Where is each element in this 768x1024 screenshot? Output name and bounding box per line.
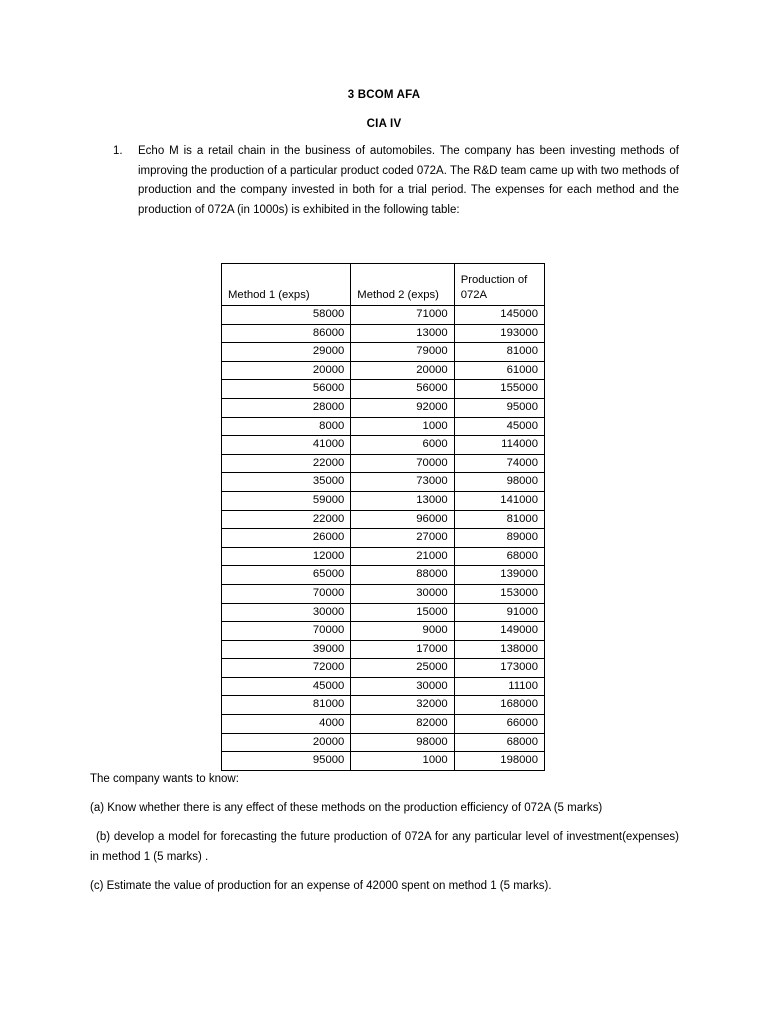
table-row [222,715,545,734]
cell-method-1: 86000 [222,324,351,343]
cell-method-1: 81000 [222,696,351,715]
cell-production: 193000 [454,324,544,343]
question-number: 1. [113,145,123,157]
cell-production: 98000 [454,473,544,492]
cell-method-2: 96000 [351,510,454,529]
cell-production: 11100 [454,677,544,696]
table-header-row [222,264,545,306]
table-row [222,659,545,678]
table-row [222,417,545,436]
table-row [222,529,545,548]
cell-method-2: 88000 [351,566,454,585]
cell-method-1: 58000 [222,306,351,325]
column-header-method-1: Method 1 (exps) [222,264,351,306]
cell-method-1: 22000 [222,510,351,529]
cell-method-2: 98000 [351,733,454,752]
cell-method-1: 39000 [222,640,351,659]
cell-method-2: 92000 [351,398,454,417]
cell-method-2: 30000 [351,584,454,603]
cell-method-2: 17000 [351,640,454,659]
cell-production: 155000 [454,380,544,399]
cell-method-2: 21000 [351,547,454,566]
cell-production: 81000 [454,510,544,529]
cell-method-2: 27000 [351,529,454,548]
cell-method-1: 70000 [222,622,351,641]
data-table [221,263,545,771]
table-row [222,436,545,455]
cell-method-1: 41000 [222,436,351,455]
cell-production: 149000 [454,622,544,641]
table-row [222,361,545,380]
cell-method-1: 4000 [222,715,351,734]
cell-method-1: 65000 [222,566,351,585]
cell-method-1: 29000 [222,343,351,362]
question-c-text: (c) Estimate the value of production for an expense of 42000 spent on method 1 (5 marks). [90,879,552,892]
cell-production: 139000 [454,566,544,585]
cell-production: 153000 [454,584,544,603]
document-subtitle: CIA IV [366,118,402,130]
column-header-production: Production of 072A [454,264,544,306]
table-row [222,491,545,510]
table-row [222,473,545,492]
question-1-block [113,142,679,220]
table-row [222,584,545,603]
question-b-text: (b) develop a model for forecasting the future production of 072A for any particular level of investment(expenses) in method 1 (5 marks) . [90,831,679,863]
cell-method-2: 56000 [351,380,454,399]
closing-intro-text: The company wants to know: [90,773,239,785]
cell-production: 61000 [454,361,544,380]
cell-method-2: 1000 [351,417,454,436]
cell-production: 89000 [454,529,544,548]
cell-method-1: 59000 [222,491,351,510]
cell-production: 198000 [454,752,544,771]
table-row [222,547,545,566]
cell-method-2: 30000 [351,677,454,696]
cell-method-2: 20000 [351,361,454,380]
cell-method-1: 35000 [222,473,351,492]
cell-method-1: 45000 [222,677,351,696]
cell-production: 145000 [454,306,544,325]
table-row [222,380,545,399]
table-row [222,733,545,752]
cell-method-2: 71000 [351,306,454,325]
table-row [222,454,545,473]
cell-method-2: 1000 [351,752,454,771]
question-a-text: (a) Know whether there is any effect of these methods on the production efficiency of 072A (5 marks) [90,802,603,814]
cell-method-1: 30000 [222,603,351,622]
table-body [222,306,545,771]
cell-method-1: 20000 [222,733,351,752]
cell-production: 95000 [454,398,544,417]
cell-method-1: 72000 [222,659,351,678]
cell-production: 74000 [454,454,544,473]
cell-method-2: 73000 [351,473,454,492]
cell-method-1: 12000 [222,547,351,566]
cell-method-1: 20000 [222,361,351,380]
cell-method-2: 13000 [351,491,454,510]
cell-method-1: 26000 [222,529,351,548]
cell-method-2: 79000 [351,343,454,362]
cell-method-1: 8000 [222,417,351,436]
table-row [222,603,545,622]
cell-method-2: 32000 [351,696,454,715]
cell-production: 168000 [454,696,544,715]
cell-production: 114000 [454,436,544,455]
table-row [222,306,545,325]
cell-method-1: 28000 [222,398,351,417]
cell-method-1: 22000 [222,454,351,473]
table-row [222,566,545,585]
cell-production: 141000 [454,491,544,510]
table-row [222,677,545,696]
cell-production: 173000 [454,659,544,678]
question-1-text: Echo M is a retail chain in the business of automobiles. The company has been investing methods of improving the production of a particular product coded 072A. The R&D team came up with two methods of production and the company invested in both for a trial period. The expenses for each method and the production of 072A (in 1000s) is exhibited in the following table: [138,145,679,216]
table-row [222,343,545,362]
table-row [222,510,545,529]
cell-method-2: 9000 [351,622,454,641]
cell-production: 91000 [454,603,544,622]
cell-method-2: 70000 [351,454,454,473]
cell-method-2: 82000 [351,715,454,734]
table-row [222,696,545,715]
cell-production: 45000 [454,417,544,436]
cell-method-2: 13000 [351,324,454,343]
cell-method-2: 15000 [351,603,454,622]
table-row [222,324,545,343]
cell-method-1: 95000 [222,752,351,771]
table-row [222,752,545,771]
table-row [222,398,545,417]
cell-production: 68000 [454,733,544,752]
cell-production: 81000 [454,343,544,362]
cell-production: 138000 [454,640,544,659]
cell-production: 66000 [454,715,544,734]
cell-method-1: 56000 [222,380,351,399]
cell-method-1: 70000 [222,584,351,603]
column-header-method-2: Method 2 (exps) [351,264,454,306]
table-row [222,640,545,659]
closing-questions-block [90,770,679,906]
cell-production: 68000 [454,547,544,566]
table-row [222,622,545,641]
document-title: 3 BCOM AFA [347,89,421,101]
cell-method-2: 25000 [351,659,454,678]
cell-method-2: 6000 [351,436,454,455]
